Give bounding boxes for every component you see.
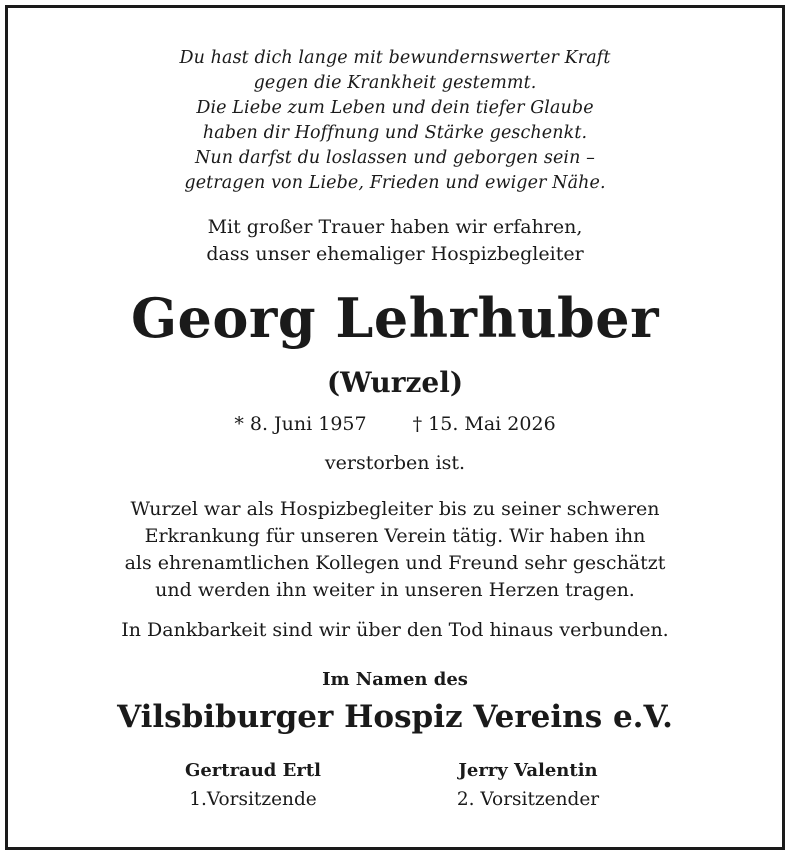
intro-line: Mit großer Trauer haben wir erfahren, bbox=[207, 216, 583, 238]
tribute-line: Erkrankung für unseren Verein tätig. Wir haben ihn bbox=[144, 525, 646, 547]
signatory-2 bbox=[428, 760, 628, 810]
verb-line: verstorben ist. bbox=[324, 452, 466, 474]
birth-date: * 8. Juni 1957 bbox=[234, 413, 367, 435]
poem-line: haben dir Hoffnung und Stärke geschenkt. bbox=[202, 123, 588, 143]
poem-line: Die Liebe zum Leben und dein tiefer Glaube bbox=[196, 98, 594, 118]
tribute-line: und werden ihn weiter in unseren Herzen tragen. bbox=[155, 579, 635, 601]
intro-line: dass unser ehemaliger Hospizbegleiter bbox=[206, 243, 584, 265]
signatory-name: Gertraud Ertl bbox=[184, 760, 322, 781]
poem-line: Nun darfst du loslassen und geborgen sein – bbox=[195, 148, 595, 168]
closing-line: In Dankbarkeit sind wir über den Tod hinaus verbunden. bbox=[121, 619, 669, 641]
poem-line: Du hast dich lange mit bewundernswerter Kraft bbox=[179, 48, 611, 68]
obituary-frame bbox=[5, 5, 785, 850]
poem-line: gegen die Krankheit gestemmt. bbox=[253, 73, 537, 93]
signatory-role: 1.Vorsitzende bbox=[189, 789, 317, 810]
life-dates bbox=[8, 413, 782, 435]
signatory-name: Jerry Valentin bbox=[458, 760, 598, 781]
death-date: † 15. Mai 2026 bbox=[412, 413, 556, 435]
tribute-line: Wurzel war als Hospizbegleiter bis zu seiner schweren bbox=[130, 498, 660, 520]
signatory-1 bbox=[158, 760, 348, 810]
deceased-name: Georg Lehrhuber bbox=[130, 286, 660, 350]
poem-line: getragen von Liebe, Frieden und ewiger Nähe. bbox=[184, 173, 606, 193]
signatory-role: 2. Vorsitzender bbox=[456, 789, 600, 810]
deceased-nickname: (Wurzel) bbox=[326, 366, 464, 399]
tribute-line: als ehrenamtlichen Kollegen und Freund sehr geschätzt bbox=[124, 552, 666, 574]
on-behalf-line: Im Namen des bbox=[322, 669, 468, 690]
organization-name: Vilsbiburger Hospiz Vereins e.V. bbox=[117, 699, 673, 735]
